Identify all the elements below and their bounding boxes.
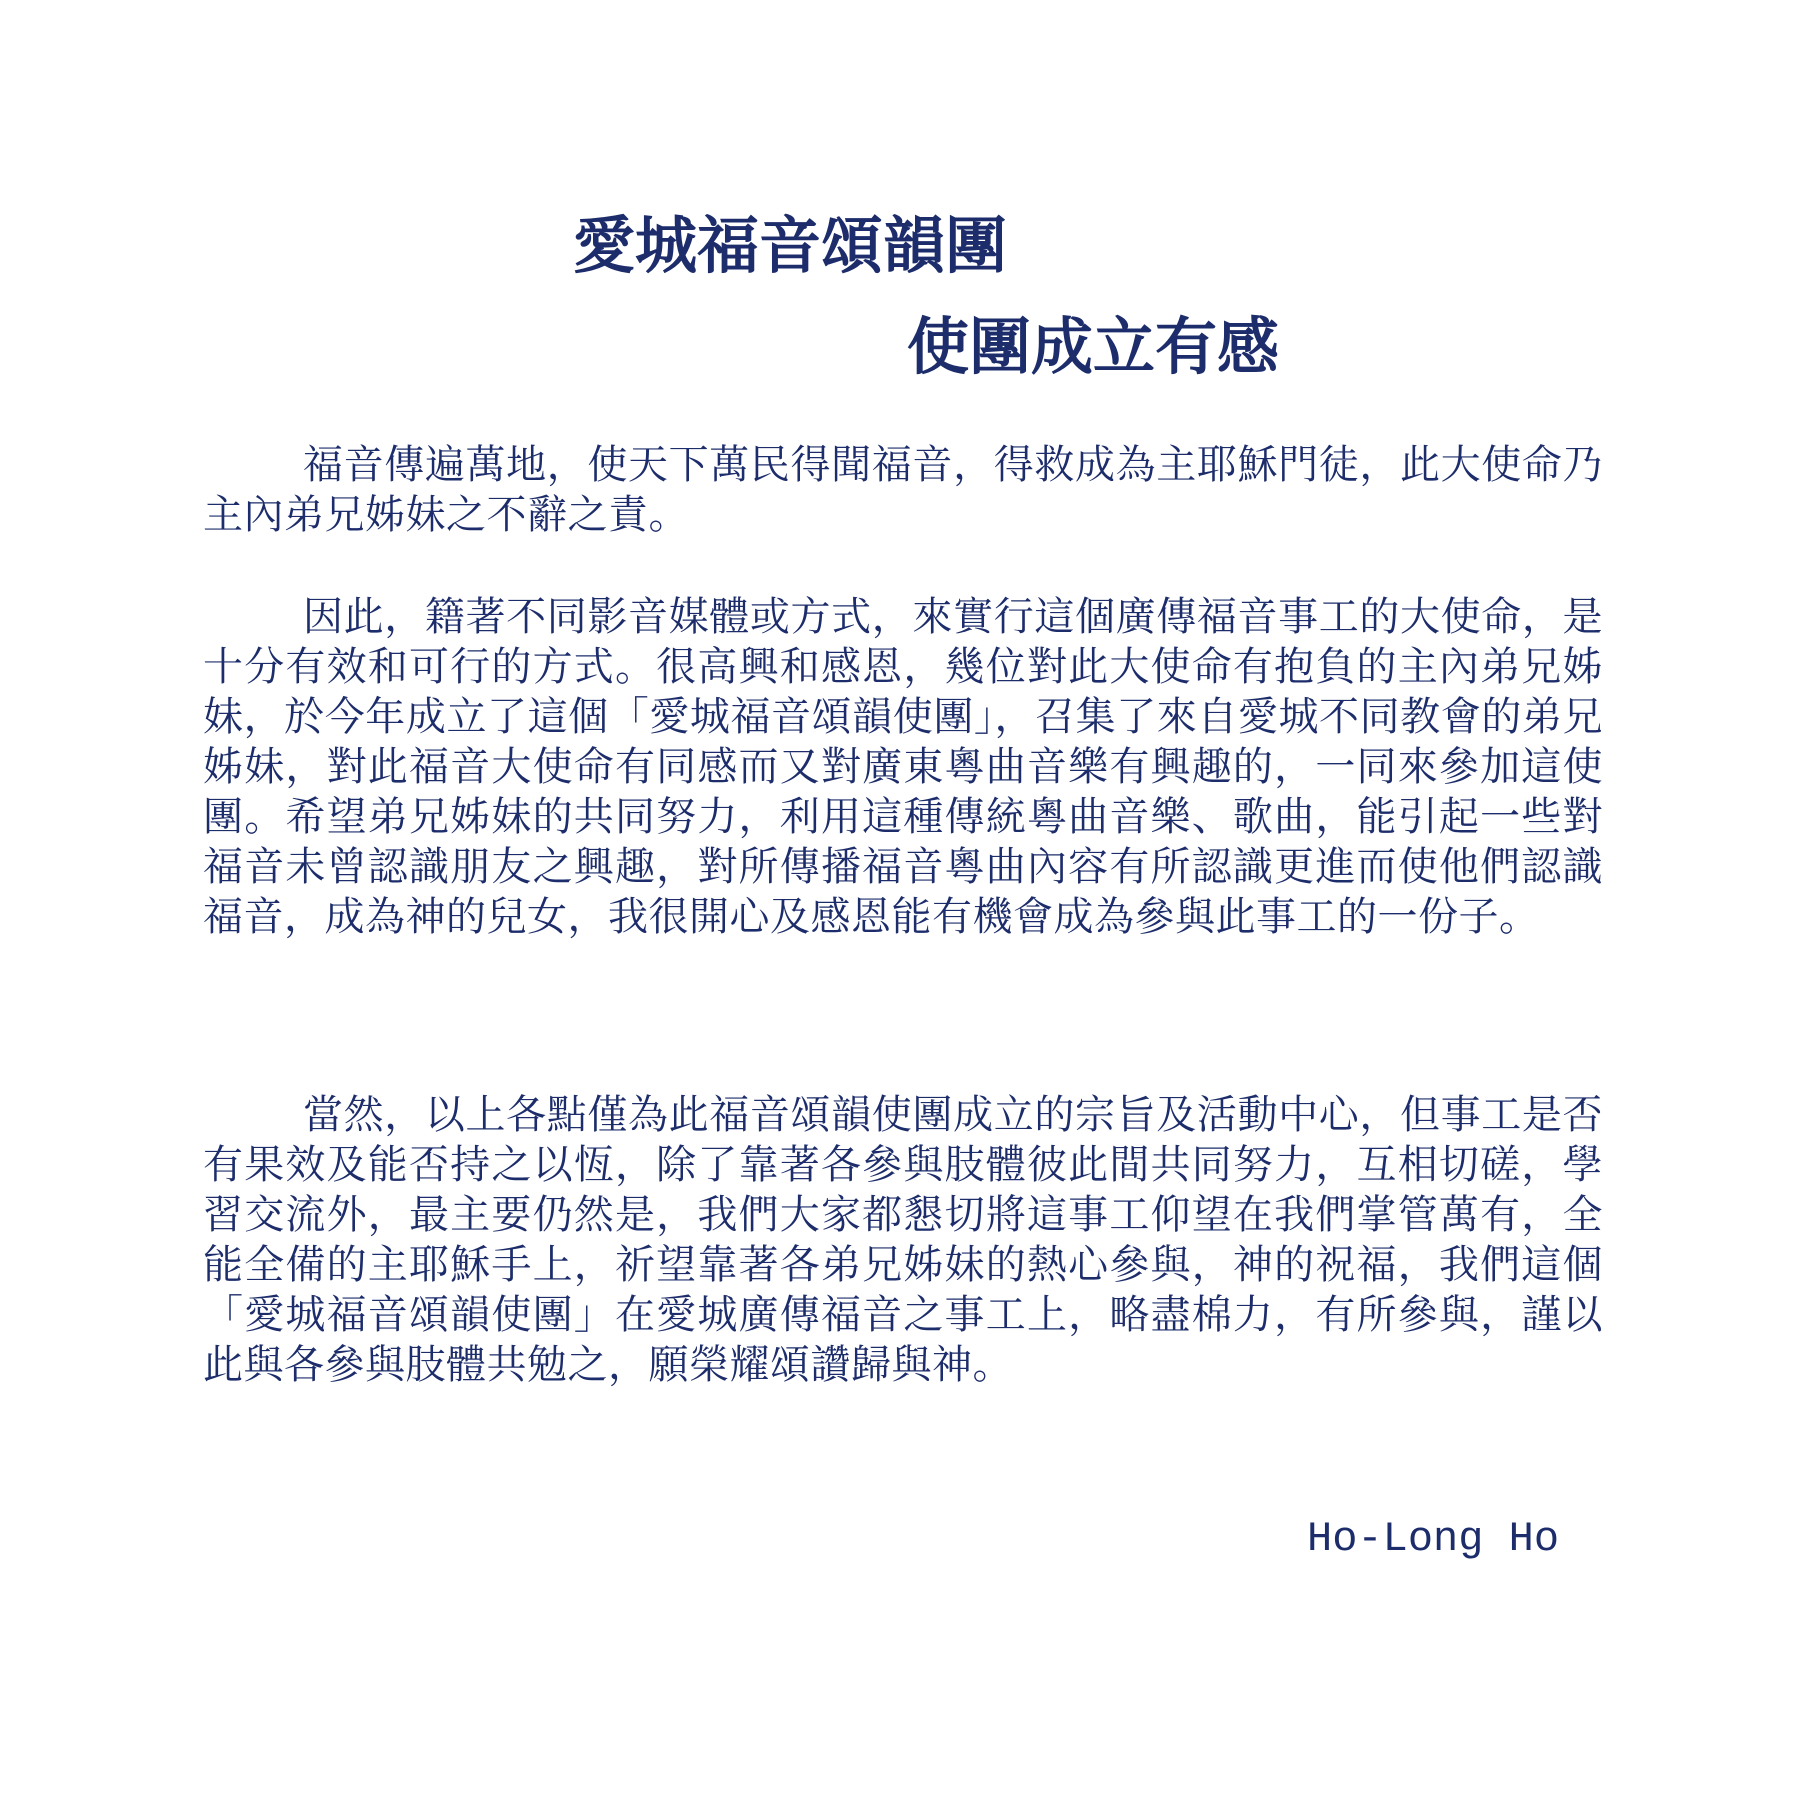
- paragraph-3: 當然，以上各點僅為此福音頌韻使團成立的宗旨及活動中心，但事工是否有果效及能否持之以恆，除了靠著各參與肢體彼此間共同努力，互相切磋，學習交流外，最主要仍然是，我們大家都懇切將這事工仰望在我們掌管萬有，全能全備的主耶穌手上，祈望靠著各弟兄姊妹的熱心參與，神的祝福，我們這個「愛城福音頌韻使團」在愛城廣傳福音之事工上，略盡棉力，有所參與，謹以此與各參與肢體共勉之，願榮耀頌讚歸與神。: [203, 1092, 1603, 1388]
- paragraph-1: 福音傳遍萬地，使天下萬民得聞福音，得救成為主耶穌門徒，此大使命乃主內弟兄姊妹之不辭之責。: [203, 442, 1603, 538]
- paragraph-2: 因此，籍著不同影音媒體或方式，來實行這個廣傳福音事工的大使命，是十分有效和可行的方式。很高興和感恩，幾位對此大使命有抱負的主內弟兄姊妹，於今年成立了這個「愛城福音頌韻使團」，召集了來自愛城不同教會的弟兄姊妹，對此福音大使命有同感而又對廣東粵曲音樂有興趣的，一同來參加這使團。希望弟兄姊妹的共同努力，利用這種傳統粵曲音樂、歌曲，能引起一些對福音未曾認識朋友之興趣，對所傳播福音粵曲內容有所認識更進而使他們認識福音，成為神的兒女，我很開心及感恩能有機會成為參與此事工的一份子。: [203, 594, 1603, 940]
- title-line-1: 愛城福音頌韻團: [573, 209, 1008, 282]
- signature: Ho-Long Ho: [1307, 1515, 1560, 1563]
- title-line-2: 使團成立有感: [907, 310, 1280, 383]
